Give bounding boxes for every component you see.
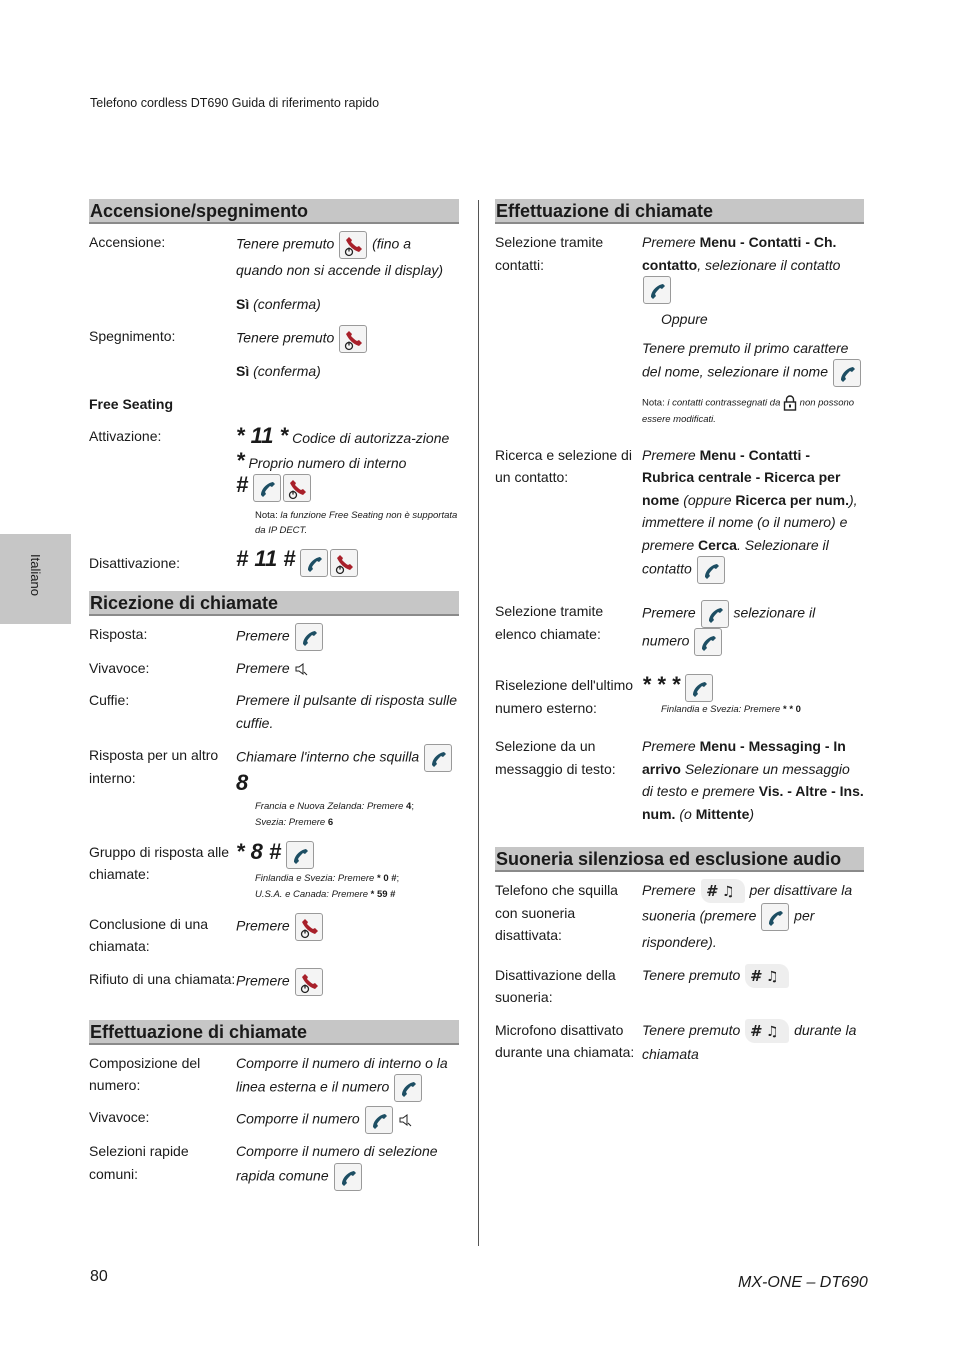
note-label: Nota:	[255, 510, 278, 522]
mute-key-icon	[701, 879, 745, 903]
row-text: Proprio numero di interno	[248, 454, 407, 471]
call-icon	[253, 474, 281, 502]
left-column	[89, 199, 459, 1191]
code-text: # 11 #	[236, 546, 296, 572]
note-code: * 59 #	[370, 888, 396, 900]
end-call-icon	[339, 231, 367, 259]
confirm-yes: Sì	[236, 363, 250, 379]
call-icon	[643, 276, 671, 304]
row-text: , selezionare il contatto	[697, 256, 841, 273]
row-label: Cuffie:	[89, 692, 130, 709]
row-label: Riselezione dell'ultimo numero esterno:	[495, 677, 634, 716]
speaker-icon	[398, 1113, 412, 1127]
row-label: Composizione del numero:	[89, 1054, 201, 1094]
row-text: Comporre il numero di selezione rapida comune	[236, 1143, 438, 1184]
row-speed-dial	[89, 1140, 459, 1191]
code-text: * 8 #	[236, 838, 282, 864]
row-text: Codice di autorizza-zione	[292, 430, 450, 446]
menu-path: Menu - Contatti - Rubrica centrale - Ricerca per nome	[642, 446, 841, 508]
code-text: #	[236, 472, 249, 497]
menu-path: Menu - Contatti - Ch. contatto	[642, 234, 837, 273]
menu-path: Cerca	[698, 536, 737, 553]
call-icon	[701, 600, 729, 628]
row-label: Rifiuto di una chiamata:	[89, 970, 236, 987]
side-language-tab	[0, 534, 71, 624]
row-power-off	[89, 325, 459, 353]
row-text: Premere	[236, 917, 290, 934]
row-text: (fino a quando non si accende il display)	[236, 235, 444, 278]
end-call-icon	[283, 474, 311, 502]
free-seating-heading: Free Seating	[89, 395, 174, 412]
row-text: Tenere premuto	[236, 329, 335, 346]
row-text: per disattivare la suoneria (premere	[642, 882, 853, 925]
section-title-making-calls-right: Effettuazione di chiamate	[495, 199, 864, 224]
row-label: Vivavoce:	[89, 1109, 150, 1126]
row-message-dial	[495, 735, 864, 825]
section-title-silent: Suoneria silenziosa ed esclusione audio	[495, 847, 864, 872]
call-icon	[295, 623, 323, 651]
row-text: Premere	[642, 234, 696, 250]
right-column	[495, 199, 864, 1066]
row-confirm	[89, 360, 459, 383]
row-answer-other: Risposta per un altro interno: Chiamare l'interno che squilla 8 Francia e Nuova Zelanda: Premere 4; Svezia: Premere 6	[89, 744, 459, 831]
row-search-contact	[495, 444, 864, 585]
lock-icon	[783, 395, 797, 411]
page-header: Telefono cordless DT690 Guida di riferimento rapido	[90, 96, 380, 110]
row-label: Disattivazione della suoneria:	[495, 966, 616, 1006]
call-icon	[286, 841, 314, 869]
row-activation	[89, 425, 459, 538]
row-text: Premere	[236, 659, 290, 676]
row-label: Accensione:	[89, 234, 166, 250]
row-text: )	[749, 805, 755, 822]
row-text: per rispondere).	[642, 908, 815, 951]
row-call-list	[495, 600, 864, 656]
section-title-receiving: Ricezione di chiamate	[89, 591, 459, 616]
row-text: Tenere premuto	[642, 966, 741, 983]
note-text: Francia e Nuova Zelanda: Premere	[255, 800, 404, 812]
mute-key-icon	[745, 1019, 789, 1043]
column-divider	[478, 200, 479, 1246]
menu-path: Menu - Messaging - In arrivo	[642, 738, 846, 777]
speaker-icon	[294, 662, 308, 676]
row-text: Premere	[642, 446, 696, 463]
row-text: . Selezionare il contatto	[642, 536, 829, 577]
note-text: Finlandia e Svezia: Premere	[255, 872, 375, 884]
page-number: 80	[90, 1268, 108, 1285]
row-handsfree	[89, 1106, 459, 1134]
row-text: ), immettere il nome (o il numero) e premere	[642, 491, 858, 553]
row-text: Tenere premuto	[236, 235, 335, 252]
code-text: 8	[236, 770, 249, 796]
note-code: 4	[406, 800, 412, 812]
section-title-power: Accensione/spegnimento	[89, 199, 459, 224]
call-icon	[761, 903, 789, 931]
note-text: Svezia: Premere	[255, 816, 326, 828]
end-call-icon	[295, 913, 323, 941]
row-group-pickup: Gruppo di risposta alle chiamate: * 8 # Finlandia e Svezia: Premere * 0 #; U.S.A. e Canada: Premere * 59 #	[89, 841, 459, 903]
row-label: Selezione tramite elenco chiamate:	[495, 603, 604, 642]
row-power-on	[89, 231, 459, 282]
row-label: Vivavoce:	[89, 659, 150, 676]
note-text: la funzione Free Seating non è supportata da IP DECT.	[255, 510, 458, 537]
note-code: 6	[327, 816, 334, 828]
call-icon	[365, 1106, 393, 1134]
end-call-icon	[339, 325, 367, 353]
row-deactivation	[89, 548, 459, 576]
row-text: Tenere premuto	[642, 1021, 741, 1038]
row-headset	[89, 689, 459, 734]
row-label: Risposta per un altro interno:	[89, 747, 219, 786]
mute-key-icon	[745, 964, 789, 988]
row-text: Premere	[236, 627, 290, 644]
row-text: selezionare il numero	[642, 604, 816, 649]
call-icon	[685, 674, 713, 702]
section-title-making-calls: Effettuazione di chiamate	[89, 1020, 459, 1045]
row-label: Conclusione di una chiamata:	[89, 915, 209, 955]
note-text: non possono essere modificati.	[642, 397, 855, 425]
code-text: *	[236, 447, 245, 473]
row-label: Ricerca e selezione di un contatto:	[495, 446, 632, 486]
code-text: * * *	[642, 672, 680, 698]
row-loudspeaker	[89, 657, 459, 680]
call-icon	[334, 1163, 362, 1191]
row-label: Gruppo di risposta alle chiamate:	[89, 843, 230, 883]
confirm-yes: Sì	[236, 295, 250, 312]
row-confirm	[89, 293, 459, 316]
row-text: Tenere premuto il primo carattere del nome, selezionare il nome	[642, 339, 849, 380]
row-text: Comporre il numero	[236, 1111, 360, 1128]
row-end-call	[89, 913, 459, 958]
row-text: (o	[679, 805, 692, 822]
note-label: Nota:	[642, 397, 665, 409]
row-silent-ring	[495, 879, 864, 954]
row-label: Risposta:	[89, 625, 148, 642]
menu-path: Ricerca per num.	[735, 491, 849, 508]
row-text: Premere	[642, 882, 696, 899]
code-text: * 11 *	[236, 423, 289, 448]
call-icon	[394, 1074, 422, 1102]
row-text: durante la chiamata	[642, 1021, 857, 1063]
row-text: Premere	[236, 972, 290, 989]
row-label: Disattivazione:	[89, 555, 181, 572]
call-icon	[697, 556, 725, 584]
menu-path: Vis. - Altre - Ins. num.	[642, 783, 864, 822]
confirm-text: (conferma)	[253, 295, 321, 312]
row-dialing	[89, 1052, 459, 1103]
row-text: Premere il pulsante di risposta sulle cuffie.	[236, 692, 457, 731]
end-call-icon	[295, 968, 323, 996]
row-text: Premere	[642, 738, 696, 755]
end-call-icon	[330, 549, 358, 577]
row-label: Attivazione:	[89, 428, 162, 444]
row-mic-mute	[495, 1019, 864, 1066]
row-label: Selezione da un messaggio di testo:	[495, 738, 616, 777]
note-text: Finlandia e Svezia: Premere	[661, 704, 781, 716]
call-icon	[424, 744, 452, 772]
row-text: Comporre il numero di interno o la linea esterna e il numero	[236, 1054, 448, 1096]
row-label: Selezione tramite contatti:	[495, 234, 604, 273]
confirm-text: (conferma)	[253, 363, 321, 379]
side-tab-label: Italiano	[28, 554, 43, 596]
row-label: Selezioni rapide comuni:	[89, 1143, 189, 1182]
row-text: (oppure	[683, 491, 732, 508]
call-icon	[694, 628, 722, 656]
note-code: * * 0	[782, 704, 801, 716]
row-label: Microfono disattivato durante una chiamata:	[495, 1021, 635, 1061]
row-answer	[89, 623, 459, 651]
note-text: i contatti contrassegnati da	[667, 397, 781, 409]
or-text: Oppure	[661, 311, 708, 327]
note-text: U.S.A. e Canada: Premere	[255, 888, 368, 900]
row-label: Telefono che squilla con suoneria disattivata:	[495, 882, 618, 944]
row-contacts-dial	[495, 231, 864, 428]
row-reject-call	[89, 968, 459, 996]
product-name: MX-ONE – DT690	[738, 1274, 868, 1291]
menu-path: Mittente	[695, 805, 750, 822]
row-redial	[495, 674, 864, 719]
call-icon	[833, 359, 861, 387]
row-label: Spegnimento:	[89, 328, 176, 344]
row-ring-off	[495, 964, 864, 1009]
note-code: * 0 #	[376, 872, 397, 884]
row-text: Chiamare l'interno che squilla	[236, 748, 420, 765]
row-text: Selezionare un messaggio di testo e premere	[642, 760, 850, 800]
call-icon	[300, 549, 328, 577]
row-text: Premere	[642, 604, 696, 621]
